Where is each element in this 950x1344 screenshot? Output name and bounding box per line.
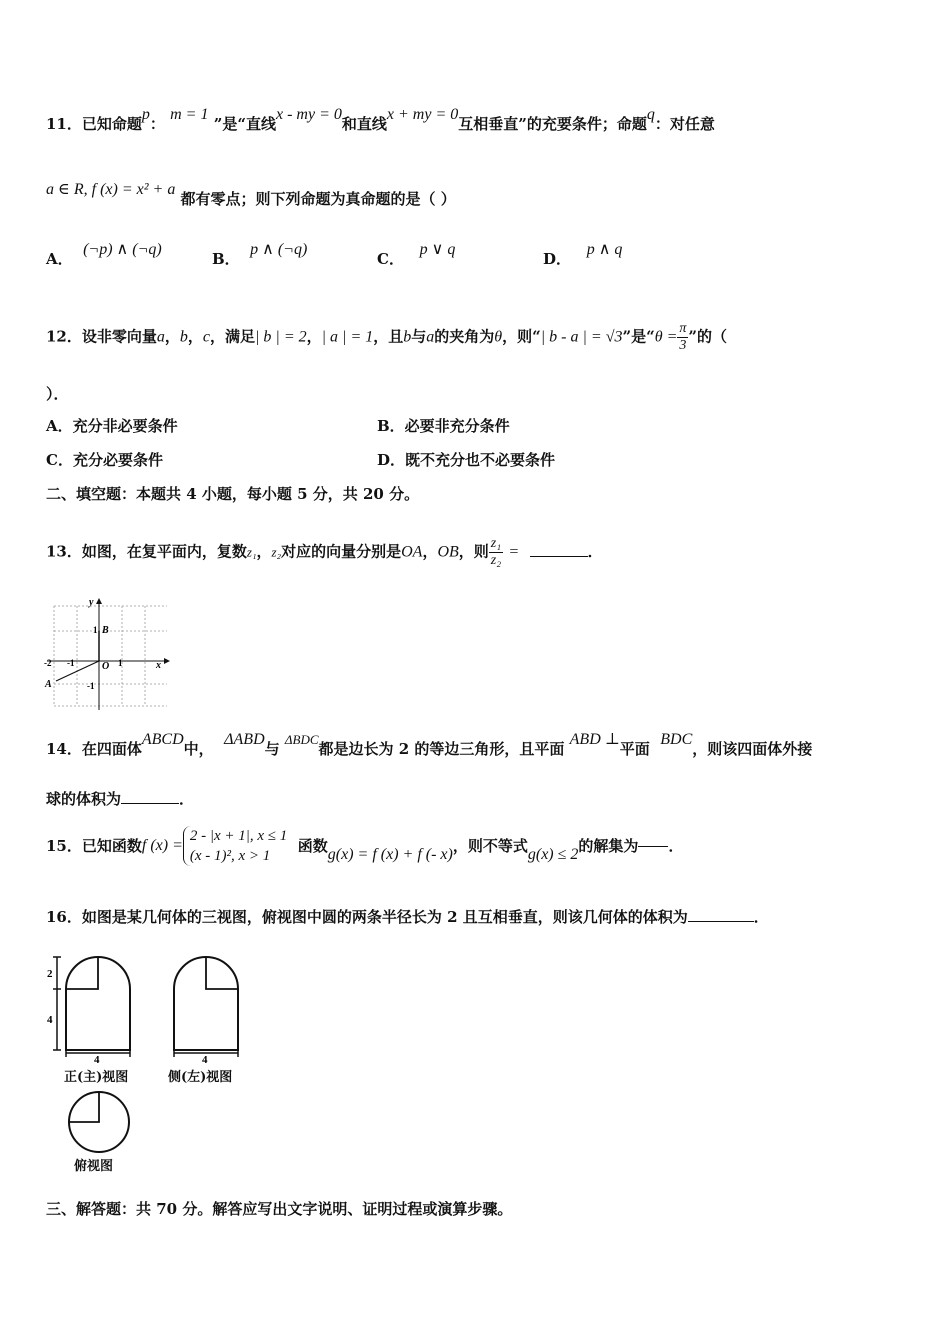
tick-x-m2: -2 xyxy=(44,658,52,668)
answer-blank[interactable] xyxy=(688,921,754,922)
piecewise-brace: 2 - |x + 1|, x ≤ 1 (x - 1)², x > 1 xyxy=(183,826,287,866)
tick-x-m1: -1 xyxy=(67,658,75,668)
q12-option-d: D．既不充分也不必要条件 xyxy=(377,451,556,469)
line2-eq: x + my = 0 xyxy=(386,106,459,123)
q11-line1: 11．已知命题p： m = 1 ”是“直线x - my = 0和直线x + my = 0互相垂直”的充要条件；命题q：对任意 xyxy=(46,106,715,133)
origin-label: O xyxy=(102,661,110,672)
complex-plane-figure xyxy=(42,596,172,714)
q11-number: 11．已知命题 xyxy=(46,115,142,133)
dim-4-horizontal-side-label: 4 xyxy=(202,1054,208,1066)
q12-option-b: B．必要非充分条件 xyxy=(377,417,510,435)
q14-line2: 球的体积为 ． xyxy=(46,790,195,808)
q11-option-d: D． p ∧ q xyxy=(543,241,623,268)
tick-y-m1: -1 xyxy=(87,681,95,691)
q14-line1: 14．在四面体ABCD中， ΔABD与 ΔBDC都是边长为 2 的等边三角形，且平面 ABD ⊥平面 BDC，则该四面体外接 xyxy=(46,731,813,758)
z1-over-z2: $\frac{\text{z₁}}{\text{z₂}}$ xyxy=(490,536,502,568)
prop-q: q xyxy=(646,106,655,123)
dim-4-vertical-label: 4 xyxy=(47,1014,53,1026)
pi-over-3: $\frac{\pi}{3}$ xyxy=(679,321,687,353)
section-2-heading: 二、填空题：本题共 4 小题，每小题 5 分，共 20 分。 xyxy=(46,485,420,503)
dim-4-horizontal-label: 4 xyxy=(94,1054,100,1066)
q16-line: 16．如图是某几何体的三视图，俯视图中圆的两条半径长为 2 且互相垂直，则该几何体的体积为 ． xyxy=(46,908,769,926)
q11-option-a: A． (¬p) ∧ (¬q) xyxy=(46,241,162,268)
q11-option-c: C． p ∨ q xyxy=(377,241,456,268)
q11-option-b: B． p ∧ (¬q) xyxy=(212,241,308,268)
q12-number: 12．设非零向量 xyxy=(46,327,157,346)
q12-line1: 12．设非零向量a，b，c，满足| b | = 2，| a | = 1，且b与a的夹角为θ，则“| b - a | = √3”是“θ = $\frac{\pi}{3}$ ”的（ xyxy=(46,321,728,353)
function-f-expr: a ∈ R, f (x) = x² + a xyxy=(46,181,176,198)
prop-p: p xyxy=(141,106,150,123)
line1-eq: x - my = 0 xyxy=(275,106,342,123)
point-b-label: B xyxy=(102,625,109,636)
q14-number: 14．在四面体 xyxy=(46,740,142,758)
vector-diff-expr: | b - a | = √3 xyxy=(540,328,623,346)
three-view-figure xyxy=(44,950,254,1175)
section-3-heading: 三、解答题：共 70 分。解答应写出文字说明、证明过程或演算步骤。 xyxy=(46,1200,513,1218)
q13-number: 13．如图，在复平面内，复数 xyxy=(46,542,247,561)
point-a-label: A xyxy=(45,679,52,690)
condition-m: m = 1 xyxy=(170,106,209,123)
q12-option-c: C．充分必要条件 xyxy=(46,451,163,469)
q15-number: 15．已知函数 xyxy=(46,837,142,855)
front-view-label: 正(主)视图 xyxy=(64,1070,129,1085)
x-axis-label: x xyxy=(156,660,161,671)
tick-y-1: 1 xyxy=(93,625,98,635)
side-view-label: 侧(左)视图 xyxy=(168,1070,233,1085)
dim-2-label: 2 xyxy=(47,968,53,980)
q12-line2: ）． xyxy=(46,385,69,403)
answer-blank[interactable] xyxy=(530,556,588,557)
q12-option-a: A．充分非必要条件 xyxy=(46,417,178,435)
q13-line: 13．如图，在复平面内，复数z₁，z₂对应的向量分别是OA，OB，则 $\frac{\text{z₁}}{\text{z₂}}$ = ． xyxy=(46,536,603,568)
tick-x-1: 1 xyxy=(118,658,123,668)
q16-number: 16．如图是某几何体的三视图，俯视图中圆的两条半径长为 2 且互相垂直，则该几何体的体积为 xyxy=(46,908,688,926)
top-view-label: 俯视图 xyxy=(74,1159,114,1174)
answer-blank[interactable] xyxy=(121,803,179,804)
q11-line2: a ∈ R, f (x) = x² + a 都有零点；则下列命题为真命题的是（ ） xyxy=(46,181,456,208)
answer-blank[interactable] xyxy=(638,846,668,847)
y-axis-label: y xyxy=(89,597,94,608)
q15-line: 15．已知函数f (x) = 2 - |x + 1|, x ≤ 1 (x - 1)², x > 1 函数g(x) = f (x) + f (- x)，则不等式g(x) ≤ 2的解集为 ． xyxy=(46,828,684,864)
